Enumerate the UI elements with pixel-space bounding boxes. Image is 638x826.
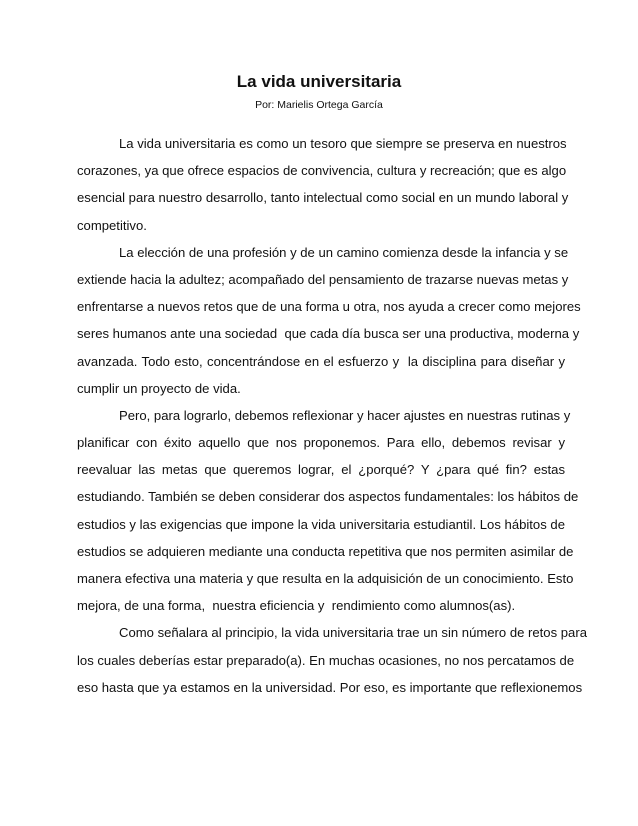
paragraph-3-line-7: manera efectiva una materia y que resulta en la adquisición de un conocimiento. Esto: [77, 571, 574, 586]
paragraph-2-line-4: seres humanos ante una sociedad que cada día busca ser una productiva, moderna y: [77, 326, 580, 342]
paragraph-4-line-2: los cuales deberías estar preparado(a). En muchas ocasiones, no nos percatamos de: [77, 652, 575, 668]
paragraph-3-line-4: estudiando. También se deben considerar dos aspectos fundamentales: los hábitos de: [77, 489, 579, 505]
paragraph-2-line-3: enfrentarse a nuevos retos que de una forma u otra, nos ayuda a crecer como mejores: [77, 299, 581, 315]
paragraph-2-line-2: extiende hacia la adultez; acompañado del pensamiento de trazarse nuevas metas y: [77, 271, 569, 287]
paragraph-1-line-3: esencial para nuestro desarrollo, tanto intelectual como social en un mundo laboral y: [77, 190, 569, 206]
paragraph-3-line-2: planificar con éxito aquello que nos proponemos. Para ello, debemos revisar y: [77, 435, 565, 451]
paragraph-1-line-1: La vida universitaria es como un tesoro que siempre se preserva en nuestros: [119, 136, 567, 151]
document-author: Por: Marielis Ortega García: [255, 99, 383, 111]
paragraph-3-line-3: reevaluar las metas que queremos lograr, el ¿porqué? Y ¿para qué fin? estas: [77, 462, 565, 478]
paragraph-1-line-2: corazones, ya que ofrece espacios de convivencia, cultura y recreación; que es algo: [77, 163, 567, 179]
paragraph-3-line-6: estudios se adquieren mediante una conducta repetitiva que nos permiten asimilar de: [77, 543, 574, 559]
paragraph-4-line-1: Como señalara al principio, la vida universitaria trae un sin número de retos para: [119, 625, 587, 641]
document-body: [77, 130, 587, 701]
paragraph-2-line-1: La elección de una profesión y de un camino comienza desde la infancia y se: [119, 244, 569, 260]
paragraph-3-line-1: Pero, para lograrlo, debemos reflexionar y hacer ajustes en nuestras rutinas y: [119, 407, 571, 423]
paragraph-3-line-5: estudios y las exigencias que impone la vida universitaria estudiantil. Los hábitos de: [77, 516, 565, 532]
paragraph-4-line-3: eso hasta que ya estamos en la universidad. Por eso, es importante que reflexionemos: [77, 679, 583, 695]
document-title: La vida universitaria: [236, 72, 402, 91]
paragraph-3-line-8: mejora, de una forma, nuestra eficiencia y rendimiento como alumnos(as).: [77, 598, 516, 614]
paragraph-2-line-5: avanzada. Todo esto, concentrándose en el esfuerzo y la disciplina para diseñar y: [77, 353, 565, 369]
paragraph-1-line-4: competitivo.: [77, 217, 147, 233]
paragraph-2-line-6: cumplir un proyecto de vida.: [77, 380, 241, 396]
